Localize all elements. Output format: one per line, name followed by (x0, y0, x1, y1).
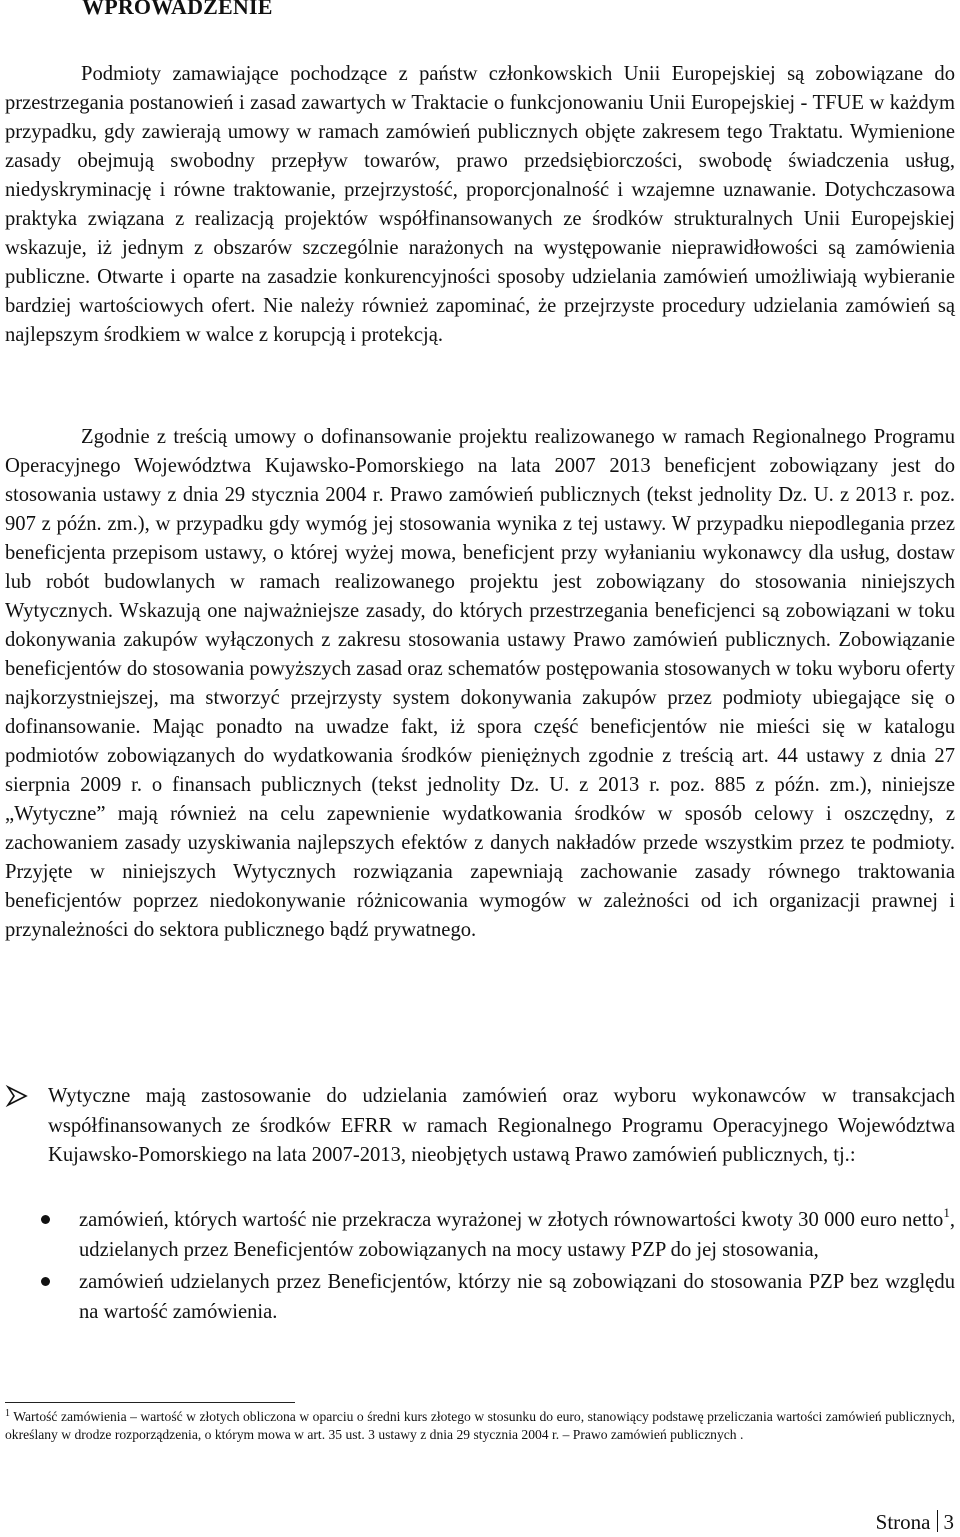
footnote-divider (5, 1402, 295, 1403)
list-item (5, 1205, 955, 1265)
section-heading: WPROWADZENIE (82, 0, 273, 19)
list-item (5, 1267, 955, 1327)
bullet-dot-icon (41, 1277, 50, 1286)
footnote-reference[interactable]: 1 (943, 1205, 950, 1220)
arrow-bullet-icon (5, 1084, 29, 1108)
footnote (5, 1408, 955, 1443)
footnote-text: Wartość zamówienia – wartość w złotych obliczona w oparciu o średni kurs złotego w stosunku do euro, stanowiący podstawę przeliczania wartości zamówień publicznych, określany w drodze rozporządzenia, o którym mowa w art. 35 ust. 3 ustawy z dnia 29 stycznia 2004 r. – Prawo zamówień publicznych . (5, 1409, 955, 1442)
bullet-dot-icon (41, 1215, 50, 1224)
arrow-item-text: Wytyczne mają zastosowanie do udzielania zamówień oraz wyboru wykonawców w transakcjach współfinansowanych ze środków EFRR w ramach Regionalnego Programu Operacyjnego Województwa Kujawsko-Pomorskiego na lata 2007-2013, nieobjętych ustawą Prawo zamówień publicznych, tj.: (48, 1085, 955, 1166)
list-item-text-continued: , udzielanych przez Beneficjentów zobowiązanych na mocy ustawy PZP do jej stosowania, (79, 1209, 955, 1261)
intro-paragraph: Podmioty zamawiające pochodzące z państw członkowskich Unii Europejskiej są zobowiązane do przestrzegania postanowień i zasad zawartych w Traktacie o funkcjonowaniu Unii Europejskiej - TFUE w każdym przypadku, gdy zawierają umowy w ramach zamówień publicznych objęte zakresem tego Traktatu. Wymienione zasady obejmują swobodny przepływ towarów, prawo przedsiębiorczości, swobodę świadczenia usług, niedyskryminację i równe traktowanie, przejrzystość, proporcjonalność i wzajemne uznawanie. Dotychczasowa praktyka związana z realizacją projektów współfinansowanych ze środków strukturalnych Unii Europejskiej wskazuje, iż jednym z obszarów szczególnie narażonych na występowanie nieprawidłowości są zamówienia publiczne. Otwarte i oparte na zasadzie konkurencyjności sposoby udzielania zamówień umożliwiają wybieranie bardziej wartościowych ofert. Nie należy również zapominać, że przejrzyste procedury udzielania zamówień są najlepszym środkiem w walce z korupcją i protekcją. (5, 63, 955, 346)
page-number-value: 3 (943, 1510, 954, 1534)
page-label: Strona (875, 1510, 931, 1534)
page-number-separator (937, 1510, 938, 1532)
bullet-list (5, 1205, 955, 1329)
footnote-number: 1 (5, 1408, 10, 1419)
arrow-list-item (5, 1082, 955, 1171)
list-item-text: zamówień, których wartość nie przekracza wyrażonej w złotych równowartości kwoty 30 000 euro netto (79, 1209, 944, 1231)
page-number (876, 1510, 954, 1535)
agreement-paragraph: Zgodnie z treścią umowy o dofinansowanie projektu realizowanego w ramach Regionalnego Programu Operacyjnego Województwa Kujawsko-Pomorskiego na lata 2007 2013 beneficjent zobowiązany jest do stosowania ustawy z dnia 29 stycznia 2004 r. Prawo zamówień publicznych (tekst jednolity Dz. U. z 2013 r. poz. 907 z późn. zm.), w przypadku gdy wymóg jej stosowania wynika z tej ustawy. W przypadku niepodlegania przez beneficjenta przepisom ustawy, o której wyżej mowa, beneficjent przy wyłanianiu wykonawcy dla usług, dostaw lub robót budowlanych w ramach realizowanego projektu jest zobowiązany do stosowania niniejszych Wytycznych. Wskazują one najważniejsze zasady, do których przestrzegania beneficjenci są zobowiązani w toku dokonywania zakupów wyłączonych z zakresu stosowania ustawy Prawo zamówień publicznych. Zobowiązanie beneficjentów do stosowania powyższych zasad oraz schematów postępowania stosowanych w toku wyboru oferty najkorzystniejszej, ma stworzyć przejrzysty system dokonywania zakupów przez podmioty ubiegające się o dofinansowanie. Mając ponadto na uwadze fakt, iż spora część beneficjentów nie mieści się w katalogu podmiotów zobowiązanych do wydatkowania środków pieniężnych zgodnie z treścią art. 44 ustawy z dnia 27 sierpnia 2009 r. o finansach publicznych (tekst jednolity Dz. U. z 2013 r. poz. 885 z późn. zm.), niniejsze „Wytyczne” mają również na celu zapewnienie wydatkowania środków w sposób celowy i oszczędny, z zachowaniem zasady uzyskiwania najlepszych efektów z danych nakładów przede wszystkim przez te podmioty. Przyjęte w niniejszych Wytycznych rozwiązania zapewniają zachowanie zasady równego traktowania beneficjentów poprzez niedokonywanie różnicowania wymogów w zależności od ich organizacji prawnej i przynależności do sektora publicznego bądź prywatnego. (5, 426, 955, 941)
list-item-text: zamówień udzielanych przez Beneficjentów, którzy nie są zobowiązani do stosowania PZP bez względu na wartość zamówienia. (79, 1271, 955, 1323)
